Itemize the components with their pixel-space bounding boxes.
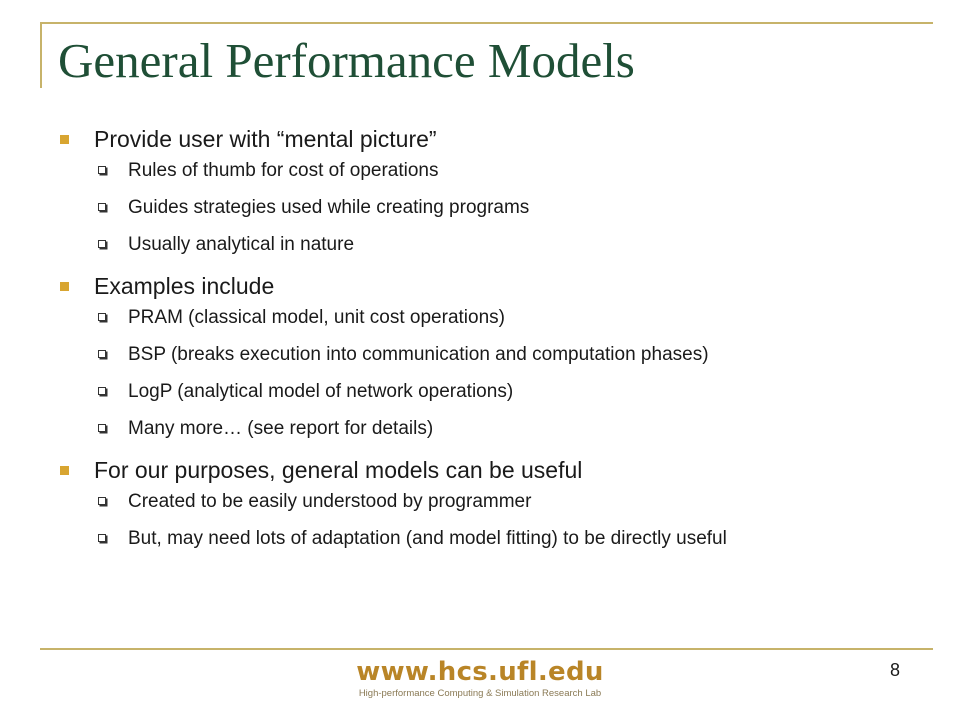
hollow-square-bullet-icon [98,203,106,211]
hollow-square-bullet-icon [98,313,106,321]
lab-tagline: High-performance Computing & Simulation Research Lab [358,688,602,699]
bullet-text: Provide user with “mental picture” [94,126,437,152]
hollow-square-bullet-icon [98,240,106,248]
sub-bullet-text: Many more… (see report for details) [128,418,434,439]
sub-bullet-list [60,158,880,257]
bullet-text: Examples include [94,273,275,299]
sub-bullet-item [60,342,880,367]
sub-bullet-item [60,379,880,404]
hollow-square-bullet-icon [98,497,106,505]
sub-bullet-item [60,195,880,220]
page-number: 8 [889,660,900,680]
square-bullet-icon [60,466,69,475]
sub-bullet-item [60,489,880,514]
bullet-item [60,453,880,487]
left-rule [40,22,42,88]
square-bullet-icon [60,282,69,291]
sub-bullet-item [60,416,880,441]
hollow-square-bullet-icon [98,166,106,174]
hollow-square-bullet-icon [98,350,106,358]
sub-bullet-item [60,526,880,551]
bullet-item [60,269,880,303]
slide-title: General Performance Models [58,33,635,88]
bullet-list [60,122,880,563]
sub-bullet-text: Created to be easily understood by programmer [128,491,532,512]
sub-bullet-text: LogP (analytical model of network operations) [128,381,514,402]
sub-bullet-text: PRAM (classical model, unit cost operations) [128,307,505,328]
sub-bullet-item [60,305,880,330]
lab-url: www.hcs.ufl.edu [356,657,604,687]
hollow-square-bullet-icon [98,534,106,542]
bullet-item [60,122,880,156]
sub-bullet-text: Rules of thumb for cost of operations [128,160,439,181]
lab-logo [330,650,630,710]
sub-bullet-item [60,232,880,257]
sub-bullet-text: Guides strategies used while creating programs [128,197,530,218]
sub-bullet-list [60,489,880,551]
sub-bullet-text: Usually analytical in nature [128,234,355,255]
sub-bullet-item [60,158,880,183]
hollow-square-bullet-icon [98,387,106,395]
sub-bullet-list [60,305,880,441]
sub-bullet-text: But, may need lots of adaptation (and model fitting) to be directly useful [128,528,727,549]
bullet-text: For our purposes, general models can be useful [94,457,583,483]
top-rule [40,22,933,24]
sub-bullet-text: BSP (breaks execution into communication and computation phases) [128,344,709,365]
hollow-square-bullet-icon [98,424,106,432]
square-bullet-icon [60,135,69,144]
